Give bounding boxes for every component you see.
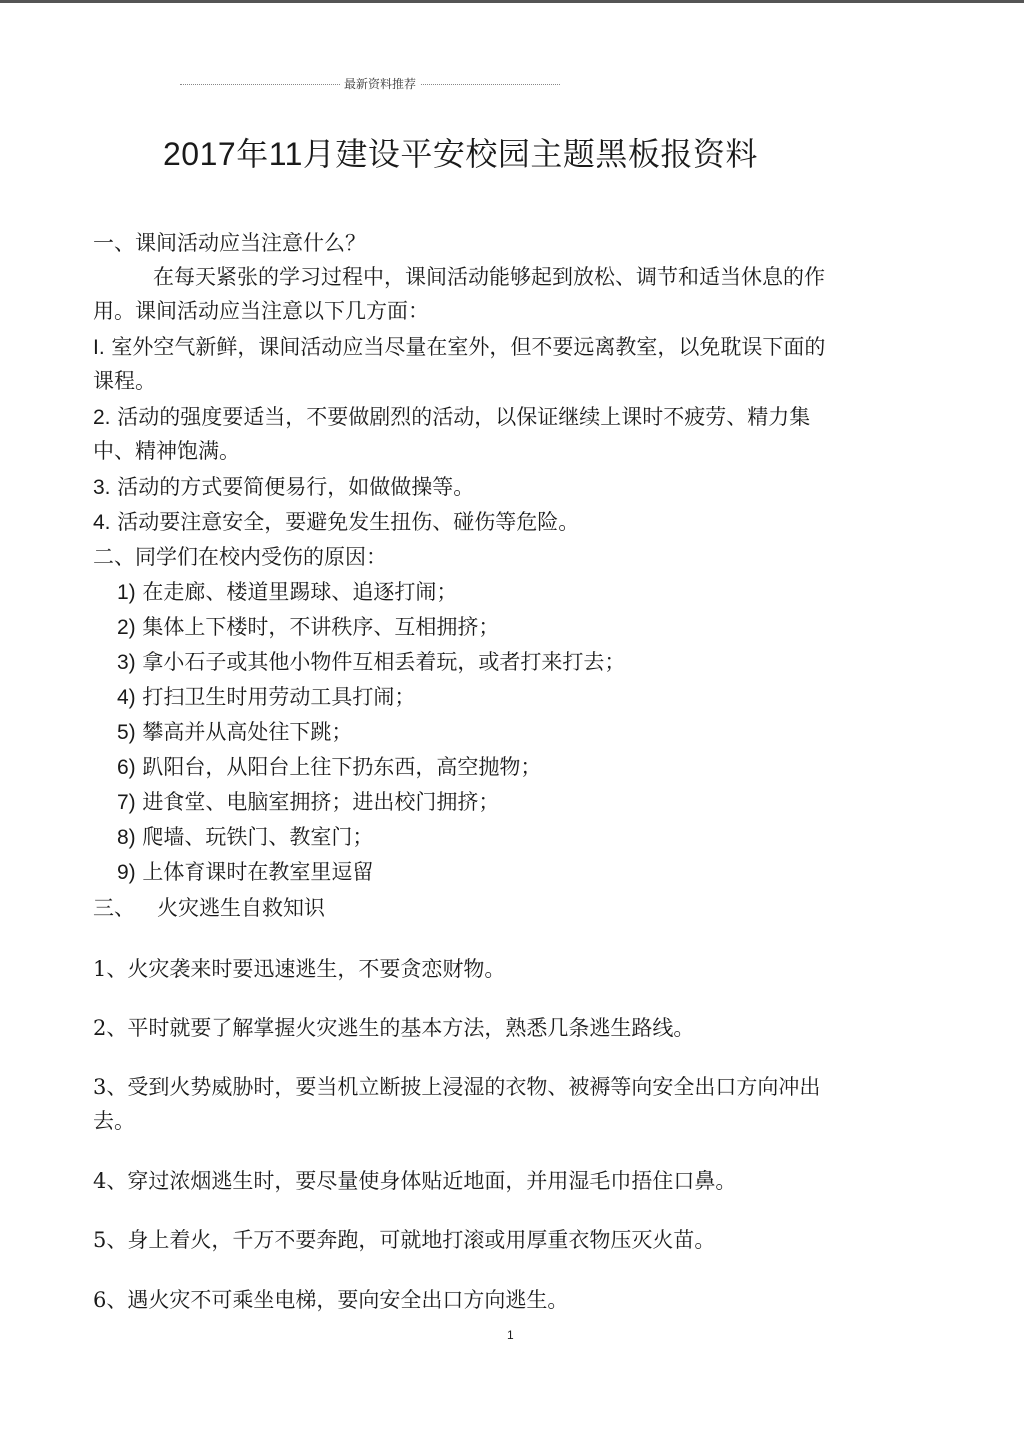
section2-item-text: 攀高并从高处往下跳； bbox=[142, 720, 353, 744]
section1-item4-text: 活动要注意安全，要避免发生扭伤、碰伤等危险。 bbox=[117, 510, 580, 534]
section1-intro-line1: 在每天紧张的学习过程中，课间活动能够起到放松、调节和适当休息的作 bbox=[153, 265, 825, 289]
section3-heading-number: 三、 bbox=[93, 896, 135, 920]
title-year: 2017 bbox=[163, 136, 237, 172]
title-month: 11 bbox=[268, 136, 303, 172]
section2-item-text: 趴阳台，从阳台上往下扔东西，高空抛物； bbox=[142, 755, 542, 779]
section2-item-text: 拿小石子或其他小物件互相丢着玩，或者打来打去； bbox=[142, 650, 626, 674]
section1-item1-line2: 课程。 bbox=[93, 369, 156, 393]
section1-item2-line2: 中、精神饱满。 bbox=[93, 439, 240, 463]
section3-item-3-line1: 3、受到火势威胁时，要当机立断披上浸湿的衣物、被褥等向安全出口方向冲出 bbox=[93, 1075, 821, 1099]
section1-item3 bbox=[93, 472, 474, 503]
section3-heading bbox=[93, 893, 325, 923]
section3-item-4: 4、穿过浓烟逃生时，要尽量使身体贴近地面，并用湿毛巾捂住口鼻。 bbox=[93, 1169, 737, 1193]
title-rest: 月建设平安校园主题黑板报资料 bbox=[302, 135, 758, 173]
section1-item3-number: 3. bbox=[93, 476, 111, 499]
section3-item-2: 2、平时就要了解掌握火灾逃生的基本方法，熟悉几条逃生路线。 bbox=[93, 1016, 695, 1040]
section2-item-8 bbox=[117, 822, 373, 853]
section3-item-6: 6、遇火灾不可乘坐电梯，要向安全出口方向逃生。 bbox=[93, 1288, 569, 1312]
section2-item-text: 打扫卫生时用劳动工具打闹； bbox=[142, 685, 416, 709]
section1-item1-number: I. bbox=[93, 336, 105, 359]
page-number: 1 bbox=[507, 1328, 514, 1342]
section3-item-1: 1、火灾袭来时要迅速逃生，不要贪恋财物。 bbox=[93, 957, 506, 981]
section2-item-1 bbox=[117, 577, 457, 608]
section2-item-number: 4) bbox=[117, 686, 136, 709]
section2-item-5 bbox=[117, 717, 352, 748]
section1-item1-text: 室外空气新鲜，课间活动应当尽量在室外，但不要远离教室，以免耽误下面的 bbox=[111, 335, 826, 359]
section2-item-number: 9) bbox=[117, 861, 136, 884]
section2-item-text: 进食堂、电脑室拥挤；进出校门拥挤； bbox=[142, 790, 500, 814]
section2-item-3 bbox=[117, 647, 625, 678]
section2-item-4 bbox=[117, 682, 415, 713]
section2-item-text: 上体育课时在教室里逗留 bbox=[142, 860, 374, 884]
section2-item-number: 6) bbox=[117, 756, 136, 779]
section1-item4-number: 4. bbox=[93, 511, 111, 534]
section2-item-number: 5) bbox=[117, 721, 136, 744]
section2-item-number: 7) bbox=[117, 791, 136, 814]
page-title bbox=[163, 132, 758, 176]
section2-item-6 bbox=[117, 752, 541, 783]
section2-item-number: 2) bbox=[117, 616, 136, 639]
section1-item2-line1 bbox=[93, 402, 810, 433]
section1-item2-number: 2. bbox=[93, 406, 111, 429]
section2-item-number: 3) bbox=[117, 651, 136, 674]
section2-item-text: 爬墙、玩铁门、教室门； bbox=[142, 825, 374, 849]
section1-item2-text: 活动的强度要适当，不要做剧烈的活动，以保证继续上课时不疲劳、精力集 bbox=[117, 405, 811, 429]
section2-heading: 二、同学们在校内受伤的原因： bbox=[93, 545, 387, 569]
title-year-suffix: 年 bbox=[236, 135, 269, 173]
section1-item1-line1 bbox=[93, 332, 825, 363]
section2-item-2 bbox=[117, 612, 499, 643]
section1-intro-line2: 用。课间活动应当注意以下几方面： bbox=[93, 299, 429, 323]
section2-item-7 bbox=[117, 787, 499, 818]
section3-item-5: 5、身上着火，千万不要奔跑，可就地打滚或用厚重衣物压灭火苗。 bbox=[93, 1228, 716, 1252]
top-border bbox=[0, 0, 1024, 3]
section2-item-9 bbox=[117, 857, 373, 888]
header-text: 最新资料推荐 bbox=[340, 76, 420, 92]
section3-item-3-line2: 去。 bbox=[93, 1109, 135, 1133]
section2-item-number: 1) bbox=[117, 581, 136, 604]
section1-item4 bbox=[93, 507, 579, 538]
section1-item3-text: 活动的方式要简便易行，如做做操等。 bbox=[117, 475, 475, 499]
section2-item-text: 在走廊、楼道里踢球、追逐打闹； bbox=[142, 580, 458, 604]
section2-item-number: 8) bbox=[117, 826, 136, 849]
section2-item-text: 集体上下楼时，不讲秩序、互相拥挤； bbox=[142, 615, 500, 639]
section3-heading-text: 火灾逃生自救知识 bbox=[157, 896, 325, 920]
section1-heading: 一、课间活动应当注意什么？ bbox=[93, 231, 366, 255]
